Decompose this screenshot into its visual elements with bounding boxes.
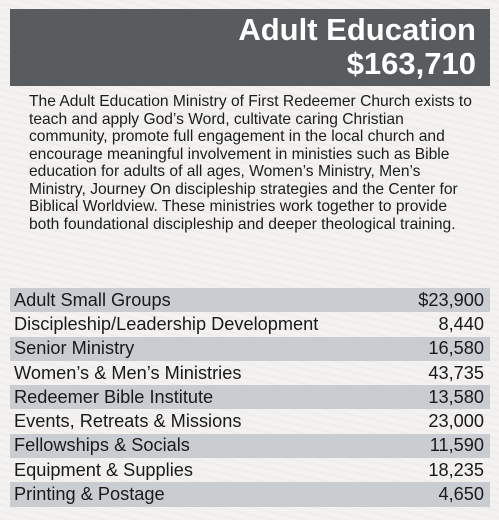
row-label: Women’s & Men’s Ministries xyxy=(14,362,242,383)
row-label: Fellowships & Socials xyxy=(14,435,190,456)
section-total: $163,710 xyxy=(346,46,476,81)
row-amount: 4,650 xyxy=(438,484,484,505)
row-label: Redeemer Bible Institute xyxy=(14,386,214,407)
row-label: Discipleship/Leadership Development xyxy=(14,313,319,334)
table-row xyxy=(10,434,490,458)
row-amount: 43,735 xyxy=(428,362,484,383)
table-row xyxy=(10,312,490,336)
row-amount: 8,440 xyxy=(438,313,484,334)
table-row xyxy=(10,337,490,361)
table-row xyxy=(10,458,490,482)
section-header xyxy=(10,9,490,86)
row-amount: 18,235 xyxy=(428,459,484,480)
row-amount: 16,580 xyxy=(428,338,484,359)
row-amount: 13,580 xyxy=(428,386,484,407)
row-amount: $23,900 xyxy=(418,289,484,310)
table-row xyxy=(10,409,490,433)
row-label: Equipment & Supplies xyxy=(14,459,193,480)
section-title: Adult Education xyxy=(238,12,476,47)
table-row xyxy=(10,288,490,312)
row-label: Printing & Postage xyxy=(14,484,165,505)
table-row xyxy=(10,482,490,506)
row-label: Events, Retreats & Missions xyxy=(14,411,242,432)
row-label: Adult Small Groups xyxy=(14,289,171,310)
table-row xyxy=(10,361,490,385)
row-amount: 11,590 xyxy=(429,435,484,456)
row-amount: 23,000 xyxy=(428,411,484,432)
row-label: Senior Ministry xyxy=(14,338,135,359)
table-row xyxy=(10,385,490,409)
section-description: The Adult Education Ministry of First Redeemer Church exists to teach and apply God’s Word, cultivate caring Christian community, promote full engagement in the local church and encourage meaningful involvement in ministies such as Bible education for adults of all ages, Women’s Ministry, Men’s Ministry, Journey On discipleship strategies and the Center for Biblical Worldview. These ministries work together to provide both foundational discipleship and deeper theological training. xyxy=(29,93,472,233)
budget-table xyxy=(10,288,490,507)
